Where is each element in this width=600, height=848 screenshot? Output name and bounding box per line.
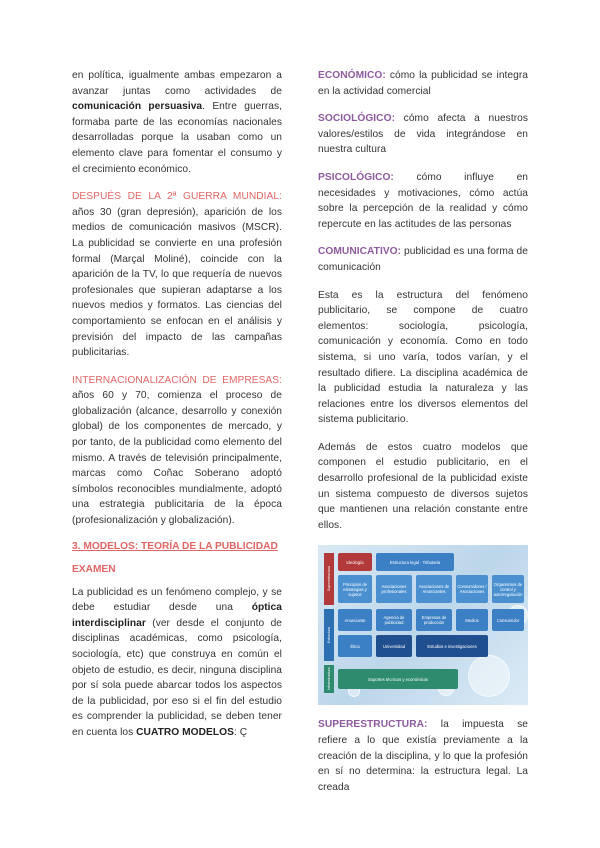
heading-postwar: DESPUÉS DE LA 2ª GUERRA MUNDIAL:: [72, 191, 282, 203]
model-label: ECONÓMICO:: [318, 70, 386, 81]
box-production: Empresas de producción: [416, 609, 452, 631]
text: la impuesta se refiere a lo que existía previamente a la creación de la disciplina, y lo que la profesión en sí no determina: la estructura legal. La creada: [318, 719, 528, 793]
text: cómo afecta a nuestros valores/estilos de vida integrándose en nuestra cultura: [318, 113, 528, 156]
paragraph-internationalization: [72, 373, 282, 529]
box-ethics: Ética: [338, 635, 372, 657]
paragraph-system: Además de estos cuatro modelos que componen el estudio publicitario, en el desarrollo profesional de la publicidad existe un sistema compuesto de diversos sujetos que mantienen una relación constante entre ellos.: [318, 441, 528, 531]
band-infrastructure: Infraestructura: [324, 665, 334, 693]
structure-diagram: [318, 545, 528, 705]
exam-label: EXAMEN: [72, 563, 116, 575]
box-consumers: Consumidores / Asociaciones: [456, 575, 488, 603]
model-label: COMUNICATIVO:: [318, 246, 402, 258]
box-ideology: Ideología: [338, 553, 372, 571]
box-principles: Principios de estrategias y sujetos: [338, 575, 372, 603]
bold-text: CUATRO MODELOS: [136, 726, 234, 738]
text: : Ç: [234, 726, 248, 738]
box-professional-assoc: Asociaciones profesionales: [376, 575, 412, 603]
box-consumer: Consumidor: [492, 609, 524, 631]
text: La publicidad es un fenómeno complejo, y se debe estudiar desde una: [72, 586, 282, 614]
bold-text: óptica interdisciplinar: [72, 602, 282, 629]
model-economic: [318, 68, 528, 99]
band-structure: Estructura: [324, 609, 334, 661]
text: (ver desde el conjunto de disciplinas académicas, como psicología, sociología, etc) que construya en común el objeto de estudio, es decir, ninguna disciplina por sí sola puede abarcar todos los aspectos de la publicidad, por eso si el fin del estudio es comprender la publicidad, se deben tener en cuenta los: [72, 617, 282, 738]
text: años 30 (gran depresión), aparición de los medios de comunicación masivos (MSCR). La publicidad se convierte en una profesión formal (Marçal Moliné), coincide con la aparición de la TV, lo que requería de nuevos profesionales que supieran adaptarse a los nuevos medios y formatos. Las ciencias del comportamiento se enfocan en el análisis y previsión del impacto de las campañas publicitarias.: [72, 206, 282, 359]
box-university: Universidad: [376, 635, 412, 657]
text: años 60 y 70, comienza el proceso de globalización (alcance, desarrollo y conexión global) de los componentes de mercado, y por tanto, de la publicidad como elemento del mismo. A través de televisión principalmente, marcas como Coñac Soberano adoptó símbolos reconocibles mundialmente, adoptó una estrategia publicitaria de la época (profesionalización y globalización).: [72, 390, 282, 527]
paragraph-interdisciplinary: [72, 585, 282, 741]
model-communicative: [318, 244, 528, 275]
model-label: PSICOLÓGICO:: [318, 171, 394, 183]
heading-internationalization: INTERNACIONALIZACIÓN DE EMPRESAS:: [72, 374, 282, 386]
section-title: 3. MODELOS: TEORÍA DE LA PUBLICIDAD: [72, 540, 278, 552]
box-control: Organismos de control y autorregulación: [492, 575, 524, 603]
model-psychological: [318, 170, 528, 232]
paragraph-persuasion: [72, 68, 282, 177]
text: . Entre guerras, formaba parte de las economías nacionales desarrolladas porque la usaban como un elemento clave para fomentar el consumo y el crecimiento económico.: [72, 101, 282, 175]
paragraph-structure: Esta es la estructura del fenómeno publicitario, se compone de cuatro elementos: sociología, psicología, comunicación y economía. Como en todo sistema, si uno varía, todos varían, y el resultado difiere. La disciplina académica de la publicidad estudia la naturaleza y las relaciones entre los diversos elementos del sistema publicitario.: [318, 289, 528, 426]
text: en política, igualmente ambas empezaron a avanzar juntas como actividades de: [72, 70, 282, 97]
paragraph-postwar: [72, 189, 282, 361]
left-column: [72, 68, 282, 753]
box-agency: Agencia de publicidad: [376, 609, 412, 631]
model-label: SOCIOLÓGICO:: [318, 113, 396, 125]
box-research: Estudios e investigaciones: [416, 635, 488, 657]
box-advertisers-assoc: Asociaciones de Anunciantes: [416, 575, 452, 603]
box-legal: Estructura legal · Tributaria: [376, 553, 454, 571]
model-sociological: [318, 111, 528, 158]
bubble-decoration: [468, 655, 510, 697]
text: cómo la publicidad se integra en la actividad comercial: [318, 70, 528, 97]
superstructure-label: SUPERESTRUCTURA:: [318, 719, 428, 731]
text: publicidad es una forma de comunicación: [318, 246, 528, 273]
box-media: Medios: [456, 609, 488, 631]
box-advertiser: Anunciante: [338, 609, 372, 631]
right-column: [318, 68, 528, 807]
bold-text: comunicación persuasiva: [72, 101, 203, 113]
band-superstructure: Superestructura: [324, 553, 334, 605]
paragraph-superstructure: [318, 717, 528, 795]
box-technical-support: Soportes técnicos y económicos: [338, 669, 458, 689]
text: cómo influye en necesidades y motivaciones, cómo actúa sobre la percepción de la realidad y cómo repercute en las actitudes de las personas: [318, 171, 528, 230]
